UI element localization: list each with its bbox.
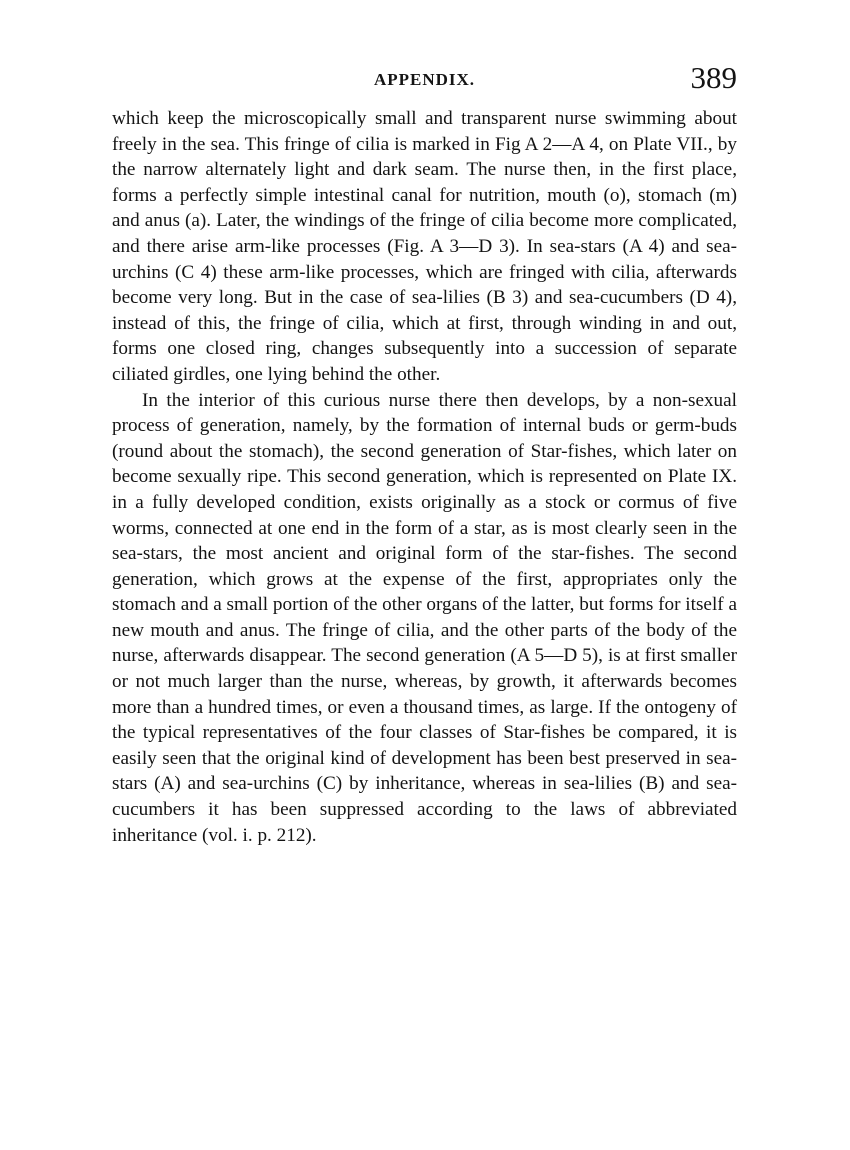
book-page <box>112 58 737 848</box>
paragraph-continuation: which keep the microscopically small and transparent nurse swimming about freely in the sea. This fringe of cilia is marked in Fig A 2—A 4, on Plate VII., by the narrow alternately light and dark seam. The nurse then, in the first place, forms a perfectly simple intestinal canal for nutrition, mouth (o), stomach (m) and anus (a). Later, the windings of the fringe of cilia become more complicated, and there arise arm-like processes (Fig. A 3—D 3). In sea-stars (A 4) and sea-urchins (C 4) these arm-like processes, which are fringed with cilia, afterwards become very long. But in the case of sea-lilies (B 3) and sea-cucumbers (D 4), instead of this, the fringe of cilia, which at first, through winding in and out, forms one closed ring, changes subsequently into a succession of separate ciliated girdles, one lying behind the other. <box>112 108 737 385</box>
page-number: 389 <box>690 60 737 95</box>
running-header <box>112 58 737 98</box>
body-text <box>112 106 737 848</box>
paragraph-nurse-interior: In the interior of this curious nurse there then develops, by a non-sexual process of generation, namely, by the formation of internal buds or germ-buds (round about the stomach), the second generation of Star-fishes, which later on become sexually ripe. This second generation, which is represented on Plate IX. in a fully developed condition, exists originally as a stock or cormus of five worms, connected at one end in the form of a star, as is most clearly seen in the sea-stars, the most ancient and original form of the star-fishes. The second generation, which grows at the expense of the first, appropriates only the stomach and a small portion of the other organs of the latter, but forms for itself a new mouth and anus. The fringe of cilia, and the other parts of the body of the nurse, afterwards disappear. The second generation (A 5—D 5), is at first smaller or not much larger than the nurse, whereas, by growth, it afterwards becomes more than a hundred times, or even a thousand times, as large. If the ontogeny of the typical representatives of the four classes of Star-fishes be compared, it is easily seen that the original kind of development has been best preserved in sea-stars (A) and sea-urchins (C) by inheritance, whereas in sea-lilies (B) and sea-cucumbers it has been suppressed according to the laws of abbreviated inheritance (vol. i. p. 212). <box>112 389 737 846</box>
running-title: APPENDIX. <box>373 70 476 89</box>
